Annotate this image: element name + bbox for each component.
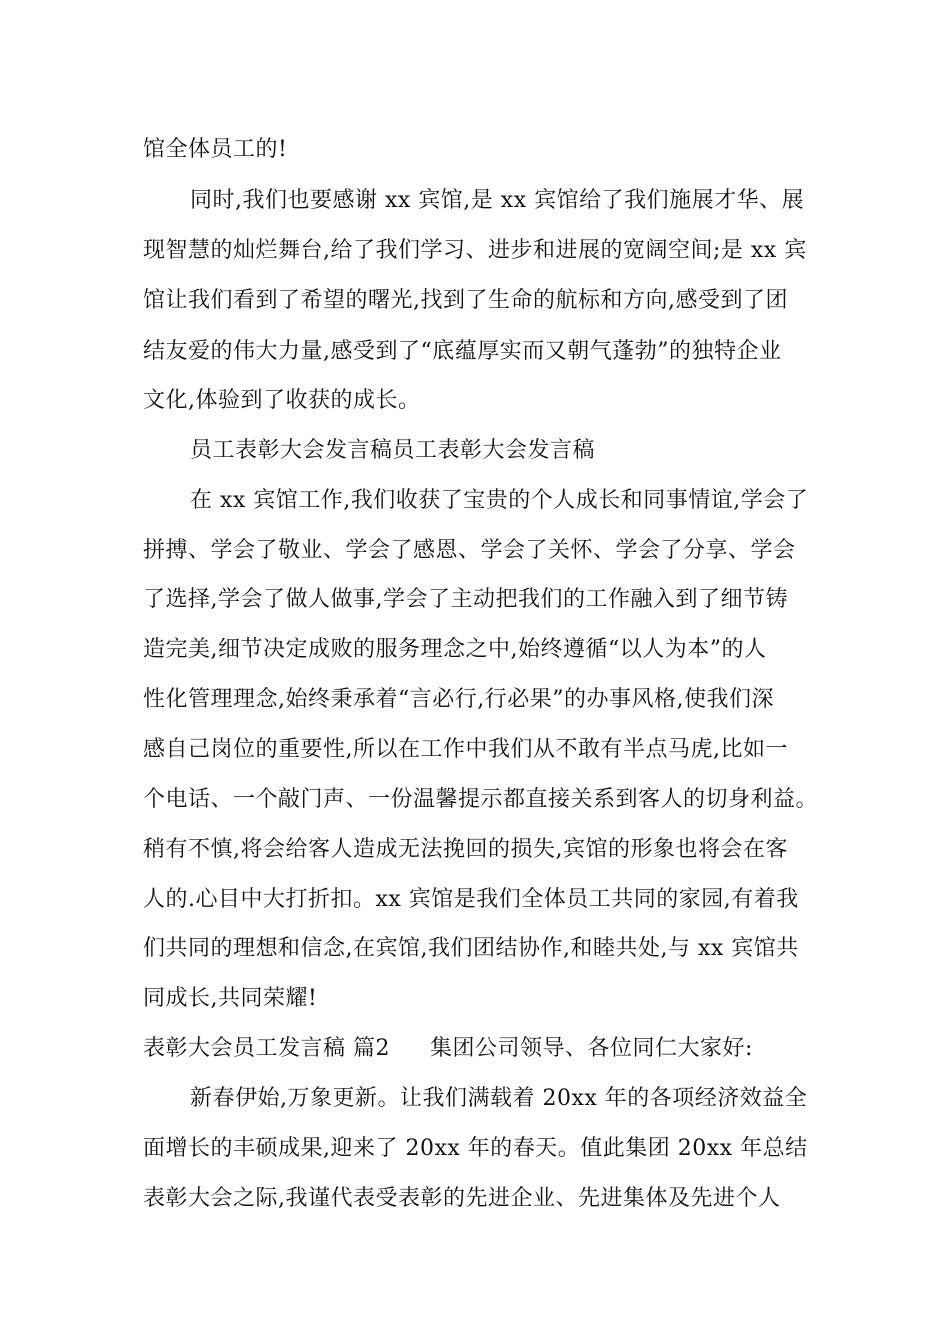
- text-line: 文化,体验到了收获的成长。: [143, 388, 421, 413]
- text-line: 表彰大会之际,我谨代表受表彰的先进企业、先进集体及先进个人: [143, 1186, 781, 1211]
- text-line: 造完美,细节决定成败的服务理念之中,始终遵循“以人为本”的人: [143, 637, 767, 662]
- text-line: 新春伊始,万象更新。让我们满载着 20xx 年的各项经济效益全: [190, 1086, 808, 1111]
- section-title: 表彰大会员工发言稿 篇2: [143, 1036, 390, 1061]
- text-line: 在 xx 宾馆工作,我们收获了宝贵的个人成长和同事情谊,学会了: [190, 488, 809, 513]
- text-line: 们共同的理想和信念,在宾馆,我们团结协作,和睦共处,与 xx 宾馆共: [143, 936, 799, 961]
- text-line: 馆全体员工的!: [143, 137, 288, 162]
- text-line: 馆让我们看到了希望的曙光,找到了生命的航标和方向,感受到了团: [143, 288, 788, 313]
- text-line: 性化管理理念,始终秉承着“言必行,行必果”的办事风格,使我们深: [143, 687, 774, 712]
- text-line: 同时,我们也要感谢 xx 宾馆,是 xx 宾馆给了我们施展才华、展: [190, 188, 805, 213]
- section-heading: [143, 1034, 753, 1064]
- text-line: 感自己岗位的重要性,所以在工作中我们从不敢有半点马虎,比如一: [143, 737, 788, 762]
- text-line: 同成长,共同荣耀!: [143, 986, 318, 1011]
- text-line: 拼搏、学会了敬业、学会了感恩、学会了关怀、学会了分享、学会: [143, 538, 796, 563]
- text-line: 员工表彰大会发言稿员工表彰大会发言稿: [190, 438, 596, 463]
- text-line: 面增长的丰硕成果,迎来了 20xx 年的春天。值此集团 20xx 年总结: [143, 1136, 808, 1161]
- text-line: 现智慧的灿烂舞台,给了我们学习、进步和进展的宽阔空间;是 xx 宾: [143, 238, 807, 263]
- text-line: 人的.心目中大打折扣。xx 宾馆是我们全体员工共同的家园,有着我: [143, 887, 799, 912]
- text-line: 稍有不慎,将会给客人造成无法挽回的损失,宾馆的形象也将会在客: [143, 837, 788, 862]
- text-line: 个电话、一个敲门声、一份温馨提示都直接关系到客人的切身利益。: [143, 787, 819, 812]
- salutation: 集团公司领导、各位同仁大家好:: [430, 1036, 753, 1061]
- text-line: 了选择,学会了做人做事,学会了主动把我们的工作融入到了细节铸: [143, 587, 788, 612]
- text-line: 结友爱的伟大力量,感受到了“底蕴厚实而又朝气蓬勃”的独特企业: [143, 339, 782, 364]
